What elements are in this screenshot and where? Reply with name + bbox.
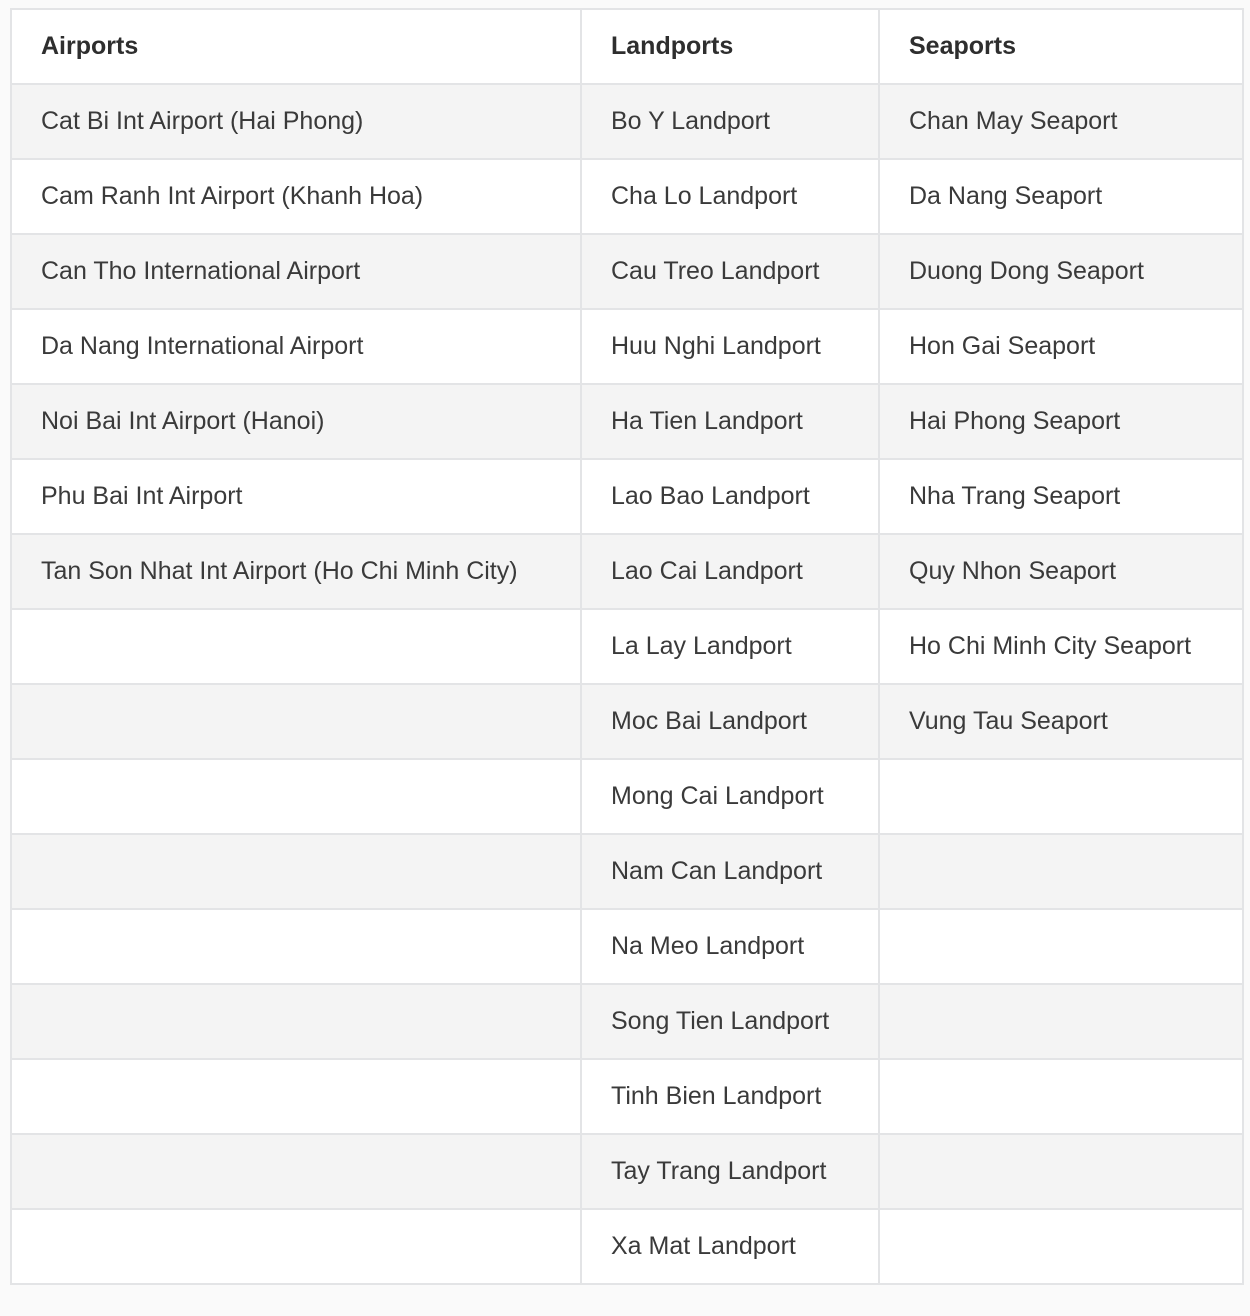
airport-cell bbox=[11, 1134, 581, 1209]
table-row bbox=[11, 609, 1243, 684]
airport-cell bbox=[11, 759, 581, 834]
table-row bbox=[11, 1059, 1243, 1134]
seaport-cell bbox=[879, 834, 1243, 909]
airport-cell: Cat Bi Int Airport (Hai Phong) bbox=[11, 84, 581, 159]
table-body bbox=[11, 84, 1243, 1284]
ports-table bbox=[10, 8, 1244, 1285]
landport-cell: Song Tien Landport bbox=[581, 984, 879, 1059]
airport-cell bbox=[11, 984, 581, 1059]
table-row bbox=[11, 84, 1243, 159]
landport-cell: La Lay Landport bbox=[581, 609, 879, 684]
header-row bbox=[11, 9, 1243, 84]
landport-cell: Bo Y Landport bbox=[581, 84, 879, 159]
header-airports: Airports bbox=[11, 9, 581, 84]
seaport-cell bbox=[879, 909, 1243, 984]
seaport-cell: Vung Tau Seaport bbox=[879, 684, 1243, 759]
table-row bbox=[11, 834, 1243, 909]
landport-cell: Na Meo Landport bbox=[581, 909, 879, 984]
header-seaports: Seaports bbox=[879, 9, 1243, 84]
table-row bbox=[11, 384, 1243, 459]
airport-cell: Cam Ranh Int Airport (Khanh Hoa) bbox=[11, 159, 581, 234]
airport-cell bbox=[11, 1059, 581, 1134]
header-landports: Landports bbox=[581, 9, 879, 84]
landport-cell: Huu Nghi Landport bbox=[581, 309, 879, 384]
landport-cell: Mong Cai Landport bbox=[581, 759, 879, 834]
table-row bbox=[11, 984, 1243, 1059]
seaport-cell: Hai Phong Seaport bbox=[879, 384, 1243, 459]
landport-cell: Cau Treo Landport bbox=[581, 234, 879, 309]
landport-cell: Tay Trang Landport bbox=[581, 1134, 879, 1209]
landport-cell: Xa Mat Landport bbox=[581, 1209, 879, 1284]
landport-cell: Lao Cai Landport bbox=[581, 534, 879, 609]
seaport-cell bbox=[879, 984, 1243, 1059]
table-row bbox=[11, 459, 1243, 534]
landport-cell: Moc Bai Landport bbox=[581, 684, 879, 759]
landport-cell: Nam Can Landport bbox=[581, 834, 879, 909]
seaport-cell bbox=[879, 759, 1243, 834]
table-row bbox=[11, 534, 1243, 609]
landport-cell: Tinh Bien Landport bbox=[581, 1059, 879, 1134]
landport-cell: Ha Tien Landport bbox=[581, 384, 879, 459]
seaport-cell bbox=[879, 1209, 1243, 1284]
table-row bbox=[11, 684, 1243, 759]
airport-cell bbox=[11, 609, 581, 684]
airport-cell: Can Tho International Airport bbox=[11, 234, 581, 309]
seaport-cell: Quy Nhon Seaport bbox=[879, 534, 1243, 609]
table-row bbox=[11, 909, 1243, 984]
seaport-cell: Chan May Seaport bbox=[879, 84, 1243, 159]
seaport-cell: Da Nang Seaport bbox=[879, 159, 1243, 234]
seaport-cell: Duong Dong Seaport bbox=[879, 234, 1243, 309]
airport-cell bbox=[11, 1209, 581, 1284]
landport-cell: Lao Bao Landport bbox=[581, 459, 879, 534]
airport-cell: Noi Bai Int Airport (Hanoi) bbox=[11, 384, 581, 459]
table-row bbox=[11, 1134, 1243, 1209]
seaport-cell bbox=[879, 1059, 1243, 1134]
seaport-cell bbox=[879, 1134, 1243, 1209]
landport-cell: Cha Lo Landport bbox=[581, 159, 879, 234]
seaport-cell: Nha Trang Seaport bbox=[879, 459, 1243, 534]
seaport-cell: Ho Chi Minh City Seaport bbox=[879, 609, 1243, 684]
table-row bbox=[11, 759, 1243, 834]
table-row bbox=[11, 309, 1243, 384]
table-row bbox=[11, 234, 1243, 309]
airport-cell: Phu Bai Int Airport bbox=[11, 459, 581, 534]
table-row bbox=[11, 159, 1243, 234]
airport-cell bbox=[11, 834, 581, 909]
seaport-cell: Hon Gai Seaport bbox=[879, 309, 1243, 384]
airport-cell: Tan Son Nhat Int Airport (Ho Chi Minh City) bbox=[11, 534, 581, 609]
airport-cell: Da Nang International Airport bbox=[11, 309, 581, 384]
airport-cell bbox=[11, 909, 581, 984]
table-row bbox=[11, 1209, 1243, 1284]
airport-cell bbox=[11, 684, 581, 759]
